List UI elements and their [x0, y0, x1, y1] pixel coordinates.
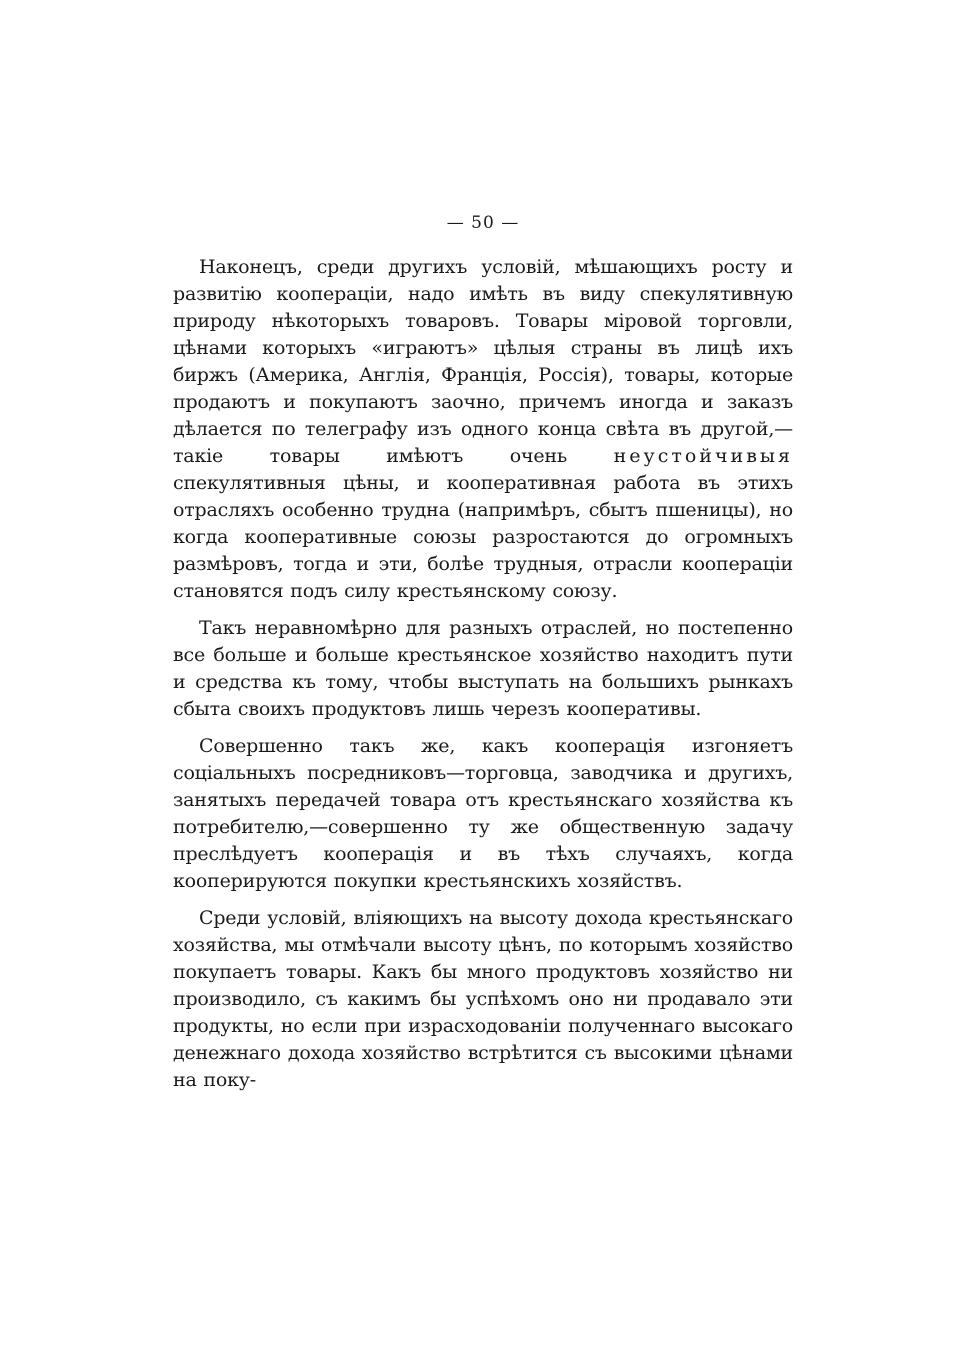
paragraph-markets: Такъ неравномѣрно для разныхъ отраслей, но постепенно все больше и больше крестьянское хозяйство находитъ пути и средства къ тому, чтобы выступать на большихъ рынкахъ сбыта своихъ продуктовъ лишь черезъ кооперативы. [173, 617, 793, 720]
paragraph-text-before: Наконецъ, среди другихъ условій, мѣшающихъ росту и развитію кооперацiи, надо имѣть въ виду спекулятивную природу нѣкоторыхъ товаровъ. Товары мiровой торговли, цѣнами которыхъ «играютъ» цѣлыя страны въ лицѣ ихъ биржъ (Америка, Англія, Франція, Россія), товары, которые продаютъ и покупаютъ заочно, причемъ иногда и заказъ дѣлается по телеграфу изъ одного конца свѣта въ другой,—такіе товары имѣютъ очень [173, 256, 793, 467]
paragraph-text-after: спекулятивныя цѣны, и кооперативная работа въ этихъ отрасляхъ особенно трудна (напримѣръ, сбытъ пшеницы), но когда кооперативные союзы разростаются до огромныхъ размѣровъ, тогда и эти, болѣе трудныя, отрасли кооперацiи становятся подъ силу крестьянскому союзу. [173, 472, 793, 602]
paragraph-intermediaries: Совершенно такъ же, какъ кооперація изгоняетъ соціальныхъ посредниковъ—торговца, заводчика и другихъ, занятыхъ передачей товара отъ крестьянскаго хозяйства къ потребителю,—совершенно ту же общественную задачу преслѣдуетъ кооперація и въ тѣхъ случаяхъ, когда кооперируются покупки крестьянскихъ хозяйствъ. [173, 735, 793, 892]
emphasized-word: неустойчивыя [613, 445, 793, 467]
paragraph-speculative-goods [173, 254, 793, 605]
paragraph-purchase-prices: Среди условій, вліяющихъ на высоту дохода крестьянскаго хозяйства, мы отмѣчали высоту цѣнъ, по которымъ хозяйство покупаетъ товары. Какъ бы много продуктовъ хозяйство ни производило, съ какимъ бы успѣхомъ оно ни продавало эти продукты, но если при израсходованіи полученнаго высокаго денежнаго дохода хозяйство встрѣтится съ высокими цѣнами на поку- [173, 907, 793, 1091]
page-number: — 50 — [446, 213, 520, 233]
book-page [173, 0, 793, 1355]
body-text [173, 254, 793, 1104]
